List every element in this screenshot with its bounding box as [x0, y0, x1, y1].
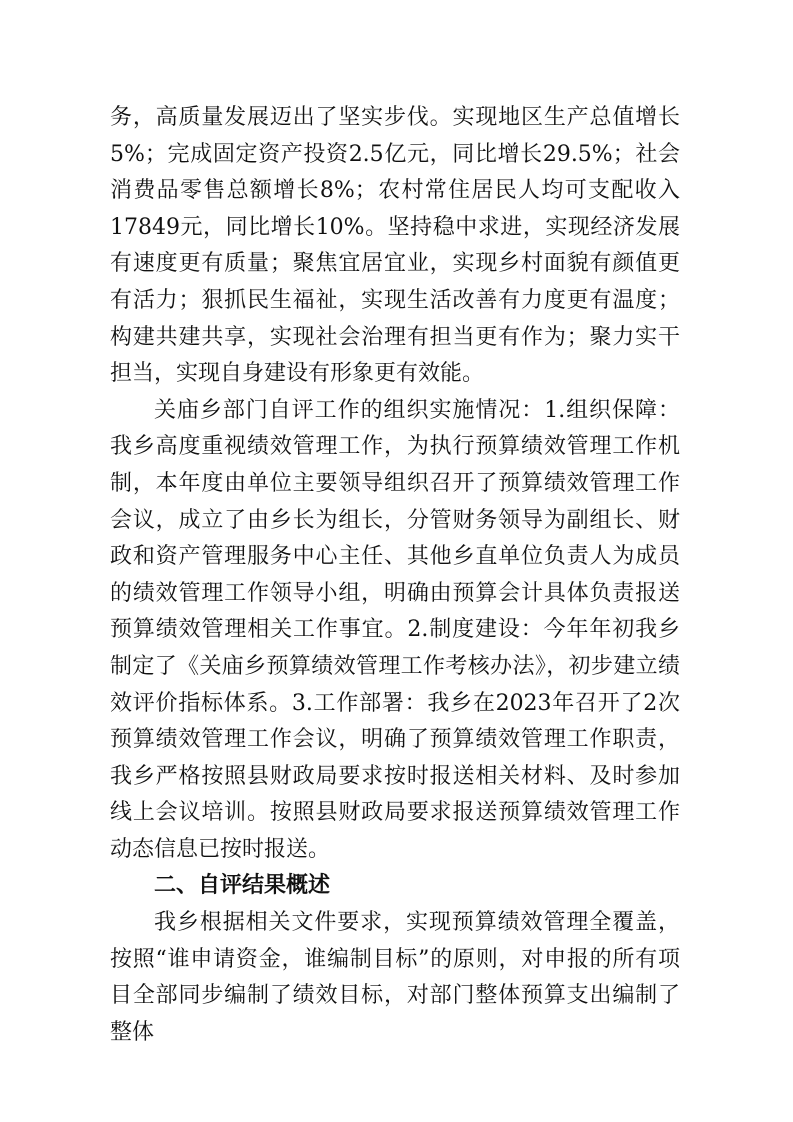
- paragraph-self-evaluation-summary: 我乡根据相关文件要求，实现预算绩效管理全覆盖，按照“谁申请资金，谁编制目标”的原则，对申报的所有项目全部同步编制了绩效目标，对部门整体预算支出编制了整体: [110, 910, 680, 1045]
- document-body: [110, 100, 680, 1051]
- section-heading-self-evaluation-summary: 二、自评结果概述: [154, 873, 331, 899]
- paragraph-economic-results: 务，高质量发展迈出了坚实步伐。实现地区生产总值增长5%；完成固定资产投资2.5亿元，同比增长29.5%；社会消费品零售总额增长8%；农村常住居民人均可支配收入17849元，同比增长10%。坚持稳中求进，实现经济发展有速度更有质量；聚焦宜居宜业，实现乡村面貌有颜值更有活力；狠抓民生福祉，实现生活改善有力度更有温度；构建共建共享，实现社会治理有担当更有作为；聚力实干担当，实现自身建设有形象更有效能。: [110, 105, 680, 387]
- paragraph-self-evaluation-organization: 关庙乡部门自评工作的组织实施情况：1.组织保障：我乡高度重视绩效管理工作，为执行预算绩效管理工作机制，本年度由单位主要领导组织召开了预算绩效管理工作会议，成立了由乡长为组长，分管财务领导为副组长、财政和资产管理服务中心主任、其他乡直单位负责人为成员的绩效管理工作领导小组，明确由预算会计具体负责报送预算绩效管理相关工作事宜。2.制度建设：今年年初我乡制定了《关庙乡预算绩效管理工作考核办法》，初步建立绩效评价指标体系。3.工作部署：我乡在2023年召开了2次预算绩效管理工作会议，明确了预算绩效管理工作职责，我乡严格按照县财政局要求按时报送相关材料、及时参加线上会议培训。按照县财政局要求报送预算绩效管理工作动态信息已按时报送。: [110, 397, 680, 862]
